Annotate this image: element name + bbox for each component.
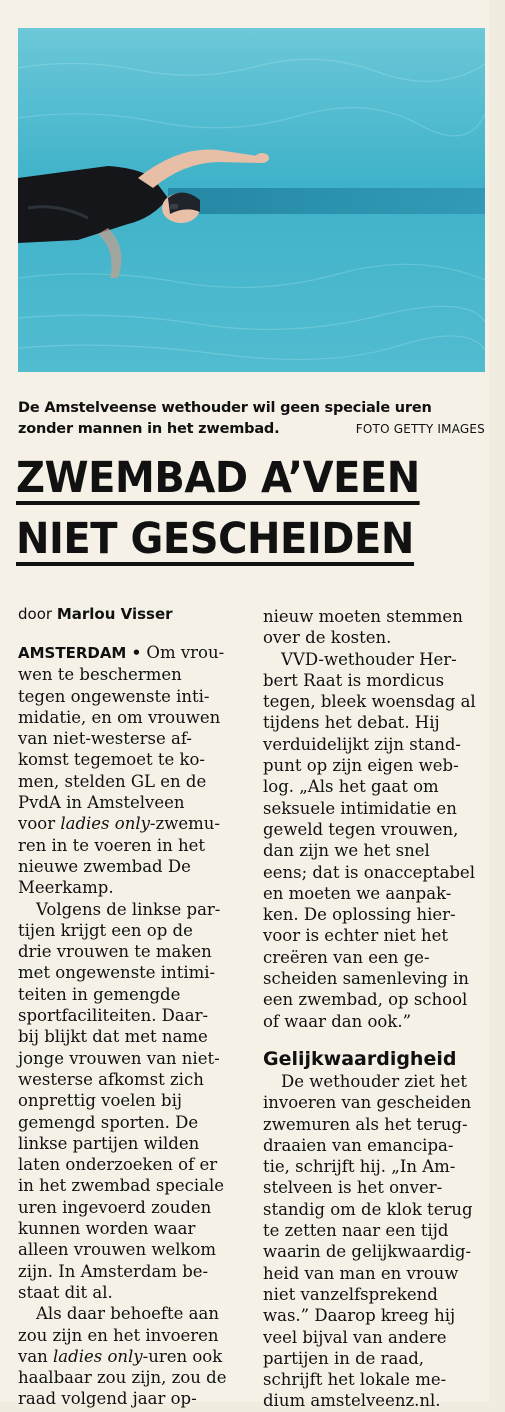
article-column-right (263, 606, 485, 1412)
text-line: draaien van emancipa- (263, 1135, 454, 1155)
text-line: sportfaciliteiten. Daar- (18, 1006, 209, 1026)
paragraph-5 (263, 649, 485, 1032)
text-line: Om vrou- (141, 643, 225, 662)
text-line: niet vanzelfsprekend (263, 1284, 438, 1304)
text-line: midatie, en om vrouwen (18, 707, 221, 727)
text-line: westerse afkomst zich (18, 1069, 204, 1089)
byline-author: Marlou Visser (56, 605, 173, 623)
text-line: drie vrouwen te maken (18, 942, 212, 962)
text-line: zijn. In Amsterdam be- (18, 1261, 209, 1281)
text-line: geweld tegen vrouwen, (263, 819, 459, 839)
paragraph-4 (263, 606, 485, 649)
text-line: ren in te voeren in het (18, 835, 206, 855)
text-line: verduidelijkt zijn stand- (263, 734, 461, 754)
text-line: of waar dan ook.” (263, 1011, 412, 1031)
byline-prefix: door (18, 605, 53, 623)
text-line: Als daar behoefte aan (36, 1304, 219, 1324)
text-line: linkse partijen wilden (18, 1133, 200, 1153)
text-line: heid van man en vrouw (263, 1263, 459, 1283)
text-line: -uren ook (142, 1346, 223, 1366)
subheading: Gelijkwaardigheid (263, 1047, 457, 1070)
text-line: voor (18, 814, 61, 834)
text-line: raad volgend jaar op- (18, 1389, 197, 1409)
text-line: tegen, bleek woensdag al (263, 692, 476, 712)
text-line: jonge vrouwen van niet- (18, 1048, 220, 1068)
text-line: gemengd sporten. De (18, 1112, 199, 1132)
text-line: invoeren van gescheiden (263, 1093, 472, 1113)
text-line: van niet-westerse af- (18, 729, 192, 749)
swimmer-photo (18, 28, 485, 372)
paragraph-3 (18, 1303, 240, 1409)
text-line: -zwemu- (149, 814, 220, 834)
text-line: veel bijval van andere (263, 1327, 447, 1347)
text-line: zou zijn en het invoeren (18, 1325, 219, 1345)
photo-caption (18, 398, 485, 440)
text-line: eens; dat is onacceptabel (263, 862, 475, 882)
text-line: voor is echter niet het (263, 926, 449, 946)
text-line: zwemuren als het terug- (263, 1114, 468, 1134)
text-line: waarin de gelijkwaardig- (263, 1242, 472, 1262)
caption-text: De Amstelveense wethouder wil geen speciale uren zonder mannen in het zwembad. (18, 400, 432, 437)
text-line: VVD-wethouder Her- (281, 649, 457, 669)
text-line: nieuwe zwembad De (18, 856, 191, 876)
text-line: tegen ongewenste inti- (18, 686, 210, 706)
italic-text: ladies only (60, 814, 150, 834)
text-line: nieuw moeten stemmen (263, 607, 463, 626)
text-line: staat dit al. (18, 1282, 113, 1302)
text-line: een zwembad, op school (263, 990, 468, 1010)
text-line: bert Raat is mordicus (263, 670, 445, 690)
headline-line-2: NIET GESCHEIDEN (16, 514, 414, 564)
text-line: met ongewenste intimi- (18, 963, 216, 983)
italic-text: ladies only (53, 1346, 143, 1366)
text-line: en moeten we aanpak- (263, 883, 452, 903)
text-line: wen te beschermen (18, 665, 182, 685)
text-line: De wethouder ziet het (281, 1071, 468, 1091)
article-column-left (18, 604, 240, 1410)
text-line: Meerkamp. (18, 878, 114, 898)
text-line: stelveen is het onver- (263, 1178, 443, 1198)
text-line: te zetten naar een tijd (263, 1221, 449, 1241)
byline (18, 604, 240, 624)
text-line: log. „Als het gaat om (263, 777, 439, 797)
text-line: uren ingevoerd zouden (18, 1197, 212, 1217)
pool-swimmer-image (18, 28, 485, 372)
text-line: PvdA in Amstelveen (18, 793, 185, 813)
text-line: ken. De oplossing hier- (263, 905, 456, 925)
text-line: partijen in de raad, (263, 1348, 425, 1368)
text-line: bij blijkt dat met name (18, 1027, 208, 1047)
text-line: creëren van een ge- (263, 947, 430, 967)
article-headline (16, 452, 453, 574)
text-line: seksuele intimidatie en (263, 798, 457, 818)
text-line: dan zijn we het snel (263, 841, 430, 861)
text-line: haalbaar zou zijn, zou de (18, 1368, 227, 1388)
text-line: tie, schrijft hij. „In Am- (263, 1157, 456, 1177)
text-line: punt op zijn eigen web- (263, 756, 459, 776)
text-line: van (18, 1346, 54, 1366)
text-line: teiten in gemengde (18, 984, 181, 1004)
text-line: Volgens de linkse par- (36, 899, 221, 919)
photo-credit: FOTO GETTY IMAGES (355, 422, 485, 436)
text-line: men, stelden GL en de (18, 771, 207, 791)
text-line: was.” Daarop kreeg hij (263, 1306, 456, 1326)
paragraph-1 (18, 642, 240, 899)
text-line: tijdens het debat. Hij (263, 713, 440, 733)
dateline: AMSTERDAM • (18, 644, 142, 662)
text-line: alleen vrouwen welkom (18, 1240, 217, 1260)
text-line: onprettig voelen bij (18, 1091, 183, 1111)
paragraph-6 (263, 1071, 485, 1412)
text-line: over de kosten. (263, 628, 392, 648)
text-line: tijen krijgt een op de (18, 920, 193, 940)
text-line: dium amstelveenz.nl. (263, 1391, 441, 1411)
text-line: in het zwembad speciale (18, 1176, 225, 1196)
paragraph-2 (18, 899, 240, 1304)
text-line: komst tegemoet te ko- (18, 750, 206, 770)
text-line: standig om de klok terug (263, 1199, 473, 1219)
text-line: kunnen worden waar (18, 1219, 196, 1239)
headline-line-1: ZWEMBAD A’VEEN (16, 453, 420, 503)
text-line: laten onderzoeken of er (18, 1155, 218, 1175)
text-line: scheiden samenleving in (263, 969, 469, 989)
text-line: schrijft het lokale me- (263, 1370, 447, 1390)
